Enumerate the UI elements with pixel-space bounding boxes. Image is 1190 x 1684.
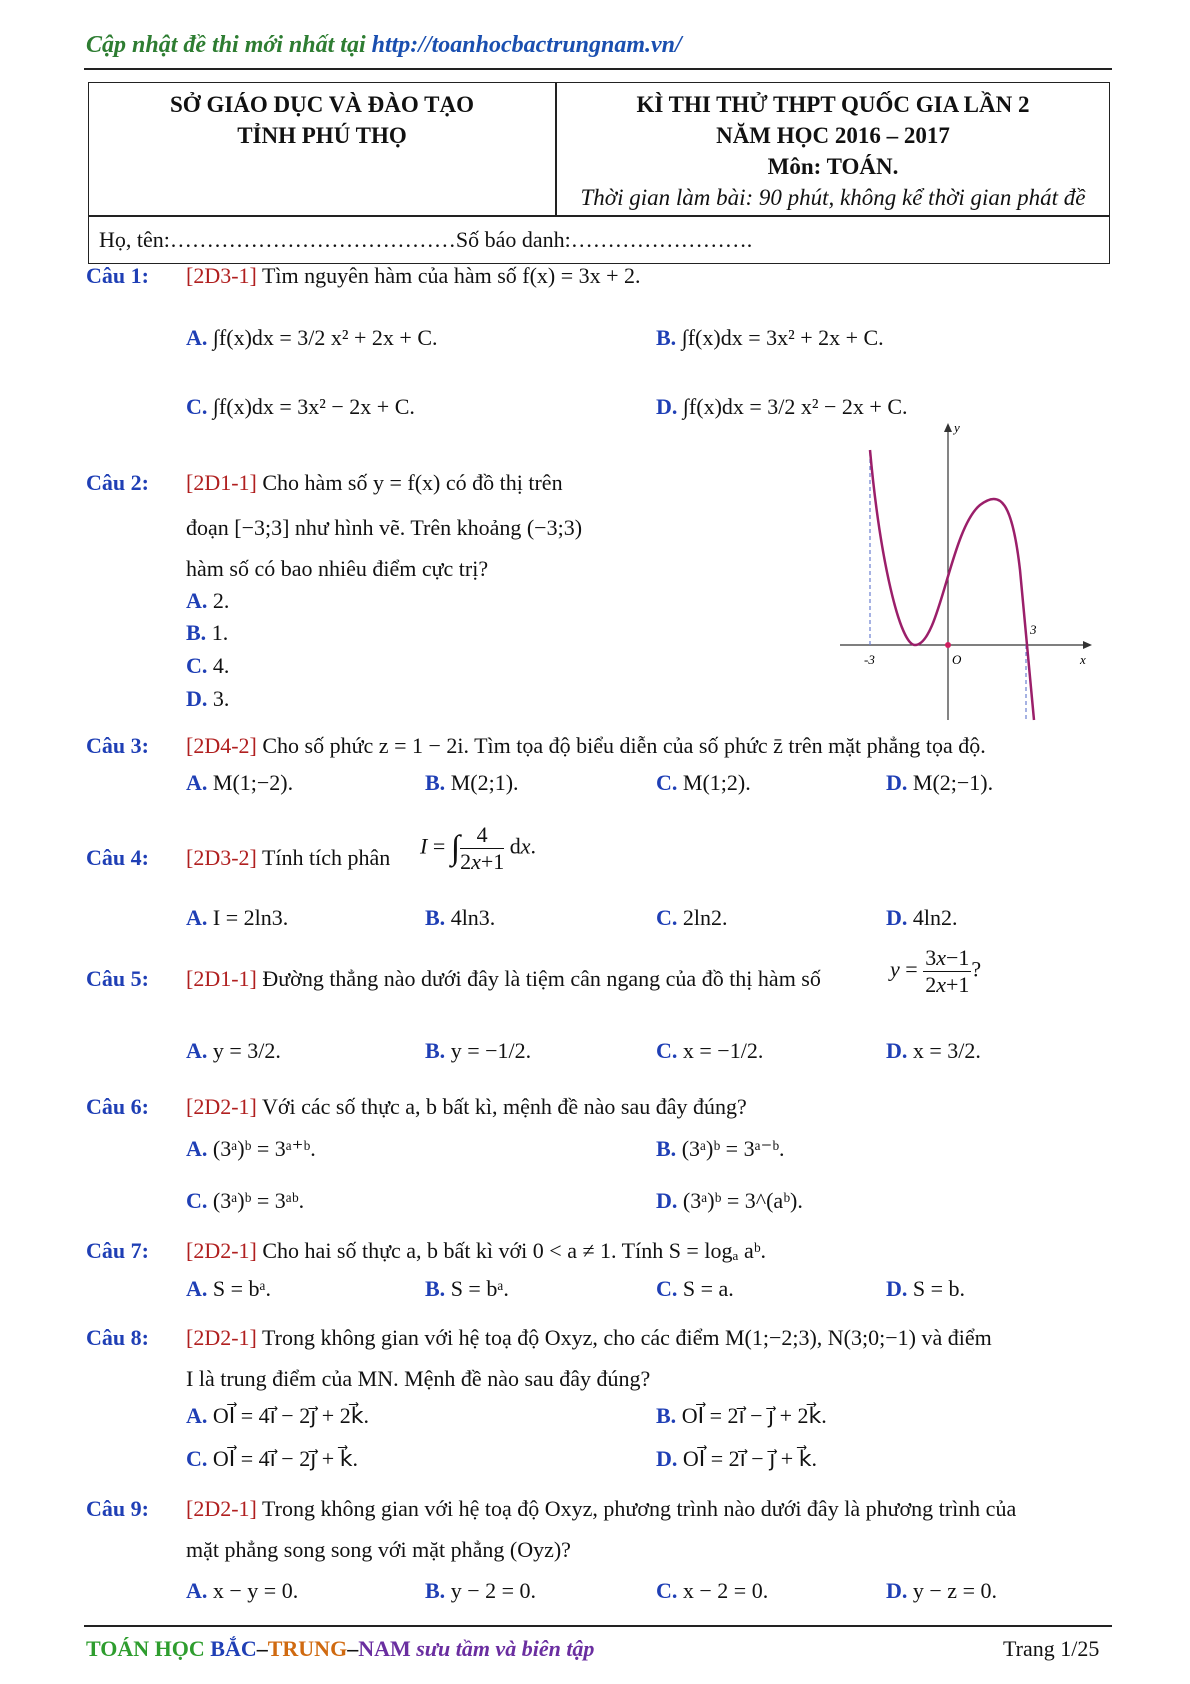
option-text: 2ln2.: [682, 905, 728, 930]
page-number: Trang 1/25: [1003, 1636, 1100, 1661]
function-expression: y = $\frac{3x-1}{2x+1}$ ?: [890, 945, 982, 997]
option-text: ∫f(x)dx = 3/2 x² − 2x + C.: [682, 394, 908, 419]
option-b[interactable]: B. 1.: [186, 620, 229, 645]
option-d[interactable]: D. 3.: [186, 686, 230, 711]
banner-url-link[interactable]: http://toanhocbactrungnam.vn/: [371, 32, 682, 58]
option-text: 4.: [212, 653, 230, 678]
question-tag: [2D3-2]: [186, 845, 257, 870]
top-divider: [84, 68, 1112, 70]
brand-trung: TRUNG: [267, 1636, 348, 1661]
question-stem: Với các số thực a, b bất kì, mệnh đề nào sau đây đúng?: [261, 1094, 747, 1119]
option-a[interactable]: A. 2.: [186, 588, 230, 613]
option-a[interactable]: A. OI⃗ = 4i⃗ − 2j⃗ + 2k⃗.: [186, 1403, 369, 1428]
option-d[interactable]: D. OI⃗ = 2i⃗ − j⃗ + k⃗.: [656, 1446, 817, 1471]
option-c[interactable]: C. 4.: [186, 653, 230, 678]
y-axis-arrow: [944, 423, 952, 432]
option-text: x − 2 = 0.: [682, 1578, 769, 1603]
option-text: y − z = 0.: [912, 1578, 997, 1603]
option-b[interactable]: B. M(2;1).: [425, 770, 519, 795]
option-c[interactable]: C. x − 2 = 0.: [656, 1578, 769, 1603]
option-a[interactable]: A. x − y = 0.: [186, 1578, 299, 1603]
option-text: S = a.: [682, 1276, 734, 1301]
option-b[interactable]: B. y = −1/2.: [425, 1038, 532, 1063]
question-label: Câu 2:: [86, 470, 149, 495]
question-label: Câu 9:: [86, 1496, 149, 1521]
header-divider-horizontal: [89, 215, 1109, 217]
footer-brand: TOÁN HỌC BẮC–TRUNG–NAM sưu tầm và biên tập: [86, 1636, 595, 1661]
option-d[interactable]: D. ∫f(x)dx = 3/2 x² − 2x + C.: [656, 394, 908, 419]
option-c[interactable]: C. (3ᵃ)ᵇ = 3ᵃᵇ.: [186, 1188, 305, 1213]
x-axis-arrow: [1083, 641, 1092, 649]
option-text: I = 2ln3.: [212, 905, 289, 930]
option-b[interactable]: B. (3ᵃ)ᵇ = 3ᵃ⁻ᵇ.: [656, 1136, 785, 1161]
option-d[interactable]: D. (3ᵃ)ᵇ = 3^(aᵇ).: [656, 1188, 803, 1213]
option-text: OI⃗ = 4i⃗ − 2j⃗ + 2k⃗.: [212, 1403, 369, 1428]
option-text: M(1;2).: [682, 770, 751, 795]
question-tag: [2D3-1]: [186, 263, 257, 288]
origin-dot: [945, 642, 951, 648]
question-label: Câu 5:: [86, 966, 149, 991]
brand-nam: NAM: [358, 1636, 411, 1661]
option-text: S = bᵃ.: [450, 1276, 509, 1301]
function-graph: [840, 420, 1100, 725]
option-text: (3ᵃ)ᵇ = 3ᵃ⁻ᵇ.: [681, 1136, 785, 1161]
option-d[interactable]: D. y − z = 0.: [886, 1578, 997, 1603]
question-label: Câu 6:: [86, 1094, 149, 1119]
province-name: TỈNH PHÚ THỌ: [237, 123, 407, 148]
x-label: x: [1080, 652, 1086, 667]
option-b[interactable]: B. ∫f(x)dx = 3x² + 2x + C.: [656, 325, 884, 350]
integral-expression: I = ∫ $\frac{4}{2x+1}$ dx.: [420, 822, 537, 874]
option-text: (3ᵃ)ᵇ = 3^(aᵇ).: [682, 1188, 803, 1213]
question-tag: [2D1-1]: [186, 470, 257, 495]
option-a[interactable]: A. M(1;−2).: [186, 770, 294, 795]
option-text: 4ln2.: [912, 905, 958, 930]
brand-bac: BẮC: [210, 1636, 257, 1661]
option-text: M(2;1).: [450, 770, 519, 795]
question-label: Câu 8:: [86, 1325, 149, 1350]
question-label: Câu 7:: [86, 1238, 149, 1263]
option-text: y = −1/2.: [450, 1038, 532, 1063]
option-text: ∫f(x)dx = 3x² − 2x + C.: [212, 394, 415, 419]
option-a[interactable]: A. S = bᵃ.: [186, 1276, 272, 1301]
option-text: y = 3/2.: [212, 1038, 281, 1063]
question-stem: Cho hai số thực a, b bất kì với 0 < a ≠ 1. Tính S = logₐ aᵇ.: [262, 1238, 767, 1263]
question-2-line1: [186, 470, 563, 496]
question-tag: [2D2-1]: [186, 1238, 257, 1263]
option-text: x = −1/2.: [682, 1038, 764, 1063]
question-stem: Tìm nguyên hàm của hàm số f(x) = 3x + 2.: [261, 263, 641, 288]
question-tag: [2D4-2]: [186, 733, 257, 758]
department-name: SỞ GIÁO DỤC VÀ ĐÀO TẠO: [170, 92, 474, 117]
option-c[interactable]: C. M(1;2).: [656, 770, 751, 795]
option-text: 2.: [212, 588, 230, 613]
option-d[interactable]: D. M(2;−1).: [886, 770, 994, 795]
option-c[interactable]: C. S = a.: [656, 1276, 734, 1301]
option-text: S = b.: [912, 1276, 966, 1301]
option-b[interactable]: B. y − 2 = 0.: [425, 1578, 537, 1603]
question-label: Câu 3:: [86, 733, 149, 758]
question-4-text: [186, 845, 390, 871]
question-8-line1: [186, 1325, 992, 1351]
banner-text: Cập nhật đề thi mới nhất tại: [86, 32, 372, 58]
option-text: 1.: [211, 620, 229, 645]
option-c[interactable]: C. 2ln2.: [656, 905, 728, 930]
question-9-line1: [186, 1496, 1016, 1522]
question-9-line2: mặt phẳng song song với mặt phẳng (Oyz)?: [186, 1537, 571, 1562]
option-text: (3ᵃ)ᵇ = 3ᵃ⁺ᵇ.: [212, 1136, 316, 1161]
question-2-line3: hàm số có bao nhiêu điểm cực trị?: [186, 556, 489, 581]
origin-label: O: [952, 652, 962, 667]
question-stem: Cho hàm số y = f(x) có đồ thị trên: [262, 470, 563, 495]
question-stem: Cho số phức z = 1 − 2i. Tìm tọa độ biểu diễn của số phức z̄ trên mặt phẳng tọa độ.: [262, 733, 986, 758]
option-b[interactable]: B. S = bᵃ.: [425, 1276, 509, 1301]
option-a[interactable]: A. (3ᵃ)ᵇ = 3ᵃ⁺ᵇ.: [186, 1136, 316, 1161]
question-stem: Trong không gian với hệ toạ độ Oxyz, cho các điểm M(1;−2;3), N(3;0;−1) và điểm: [261, 1325, 992, 1350]
question-label: Câu 4:: [86, 845, 149, 870]
brand-prefix: TOÁN HỌC: [86, 1636, 211, 1661]
question-7-text: [186, 1238, 766, 1264]
subject: Môn: TOÁN.: [767, 154, 899, 179]
question-label: Câu 1:: [86, 263, 149, 288]
option-d[interactable]: D. 4ln2.: [886, 905, 958, 930]
time-limit: Thời gian làm bài: 90 phút, không kể thời gian phát đề: [580, 185, 1086, 210]
option-text: OI⃗ = 2i⃗ − j⃗ + k⃗.: [682, 1446, 817, 1471]
option-c[interactable]: C. OI⃗ = 4i⃗ − 2j⃗ + k⃗.: [186, 1446, 358, 1471]
question-tag: [2D2-1]: [186, 1094, 257, 1119]
question-stem: Đường thẳng nào dưới đây là tiệm cân ngang của đồ thị hàm số: [262, 966, 821, 991]
question-stem: Trong không gian với hệ toạ độ Oxyz, phương trình nào dưới đây là phương trình của: [261, 1496, 1017, 1521]
option-text: S = bᵃ.: [212, 1276, 272, 1301]
option-text: x = 3/2.: [912, 1038, 981, 1063]
header-left: [89, 89, 555, 151]
option-text: 3.: [212, 686, 230, 711]
option-text: M(1;−2).: [212, 770, 294, 795]
option-text: y − 2 = 0.: [450, 1578, 537, 1603]
school-year: NĂM HỌC 2016 – 2017: [716, 123, 950, 148]
option-text: ∫f(x)dx = 3x² + 2x + C.: [681, 325, 884, 350]
option-text: M(2;−1).: [912, 770, 994, 795]
exam-header: [88, 82, 1110, 264]
question-5-text: [186, 966, 821, 992]
question-6-text: [186, 1094, 747, 1120]
top-banner: [86, 32, 682, 59]
option-text: 4ln3.: [450, 905, 496, 930]
option-c[interactable]: C. x = −1/2.: [656, 1038, 764, 1063]
question-3-text: [186, 733, 986, 759]
candidate-info-line: Họ, tên:…………………………………Số báo danh:…………………….: [99, 227, 753, 252]
option-text: OI⃗ = 2i⃗ − j⃗ + 2k⃗.: [681, 1403, 827, 1428]
question-1-text: [186, 263, 641, 289]
option-text: OI⃗ = 4i⃗ − 2j⃗ + k⃗.: [212, 1446, 358, 1471]
question-tag: [2D1-1]: [186, 966, 257, 991]
exam-title: KÌ THI THỬ THPT QUỐC GIA LẦN 2: [636, 92, 1030, 117]
footer-divider: [84, 1625, 1112, 1627]
curve-f: [870, 450, 1034, 720]
option-a[interactable]: A. y = 3/2.: [186, 1038, 281, 1063]
option-text: ∫f(x)dx = 3/2 x² + 2x + C.: [212, 325, 438, 350]
tick-minus-3: -3: [864, 652, 875, 667]
question-tag: [2D2-1]: [186, 1325, 257, 1350]
option-d[interactable]: D. x = 3/2.: [886, 1038, 981, 1063]
question-8-line2: I là trung điểm của MN. Mệnh đề nào sau đây đúng?: [186, 1366, 651, 1391]
option-a[interactable]: A. I = 2ln3.: [186, 905, 289, 930]
tick-3: 3: [1030, 622, 1037, 637]
option-b[interactable]: B. 4ln3.: [425, 905, 496, 930]
y-label: y: [954, 420, 960, 435]
brand-suffix: sưu tầm và biên tập: [410, 1636, 595, 1661]
option-a[interactable]: A. ∫f(x)dx = 3/2 x² + 2x + C.: [186, 325, 438, 350]
question-2-line2: đoạn [−3;3] như hình vẽ. Trên khoảng (−3;3): [186, 515, 583, 540]
header-right: [555, 89, 1111, 213]
option-d[interactable]: D. S = b.: [886, 1276, 966, 1301]
question-stem: Tính tích phân: [261, 845, 391, 870]
option-b[interactable]: B. OI⃗ = 2i⃗ − j⃗ + 2k⃗.: [656, 1403, 827, 1428]
option-text: x − y = 0.: [212, 1578, 299, 1603]
question-tag: [2D2-1]: [186, 1496, 257, 1521]
option-text: (3ᵃ)ᵇ = 3ᵃᵇ.: [212, 1188, 305, 1213]
option-c[interactable]: C. ∫f(x)dx = 3x² − 2x + C.: [186, 394, 415, 419]
